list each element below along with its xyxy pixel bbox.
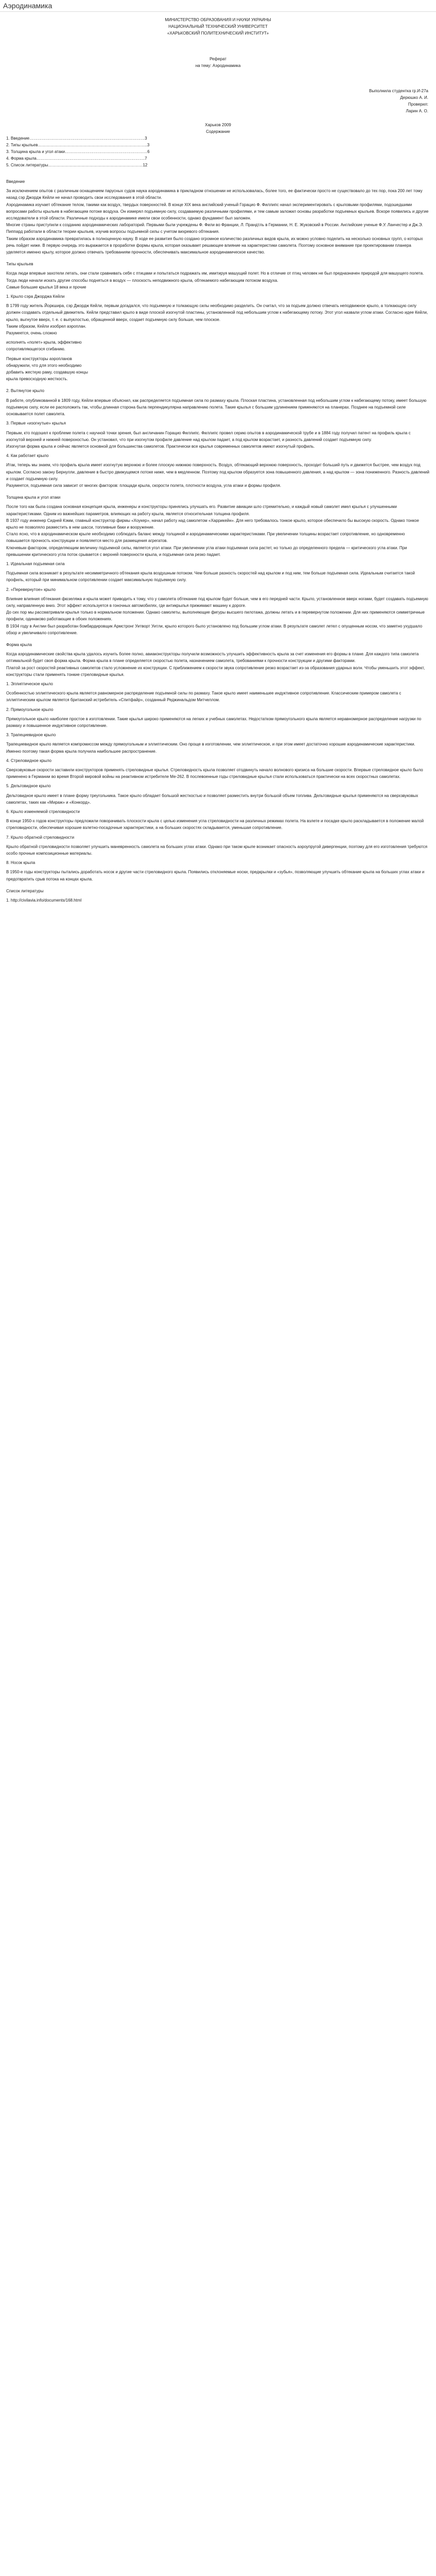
paragraph-gap [6,170,429,178]
body-paragraph: 5. Дельтовидное крыло [6,784,51,789]
toc-item: 3. Толщина крыла и угол атаки……………………………………………………6 [6,149,150,154]
body-paragraph: Когда люди впервые захотели летать, они стали сравнивать себя с птицами и попытаться подражать им, имитируя машущий полет. Но в отличие от птиц человек не был предназначен природой для машущего полета. Тогда люди начали искать другие способы подняться в воздух — плоскость неподвижного крыла, обтекаемого набегающим потоком воздуха. [6,271,424,283]
body-paragraph: 7. Крыло обратной стреловидности [6,835,75,840]
paragraph-gap [6,382,429,387]
document-topic: на тему: Аэродинамика [195,63,241,68]
body-paragraph: 2. Вытянутое крыло [6,388,44,394]
body-paragraph: Толщина крыла и угол атаки [6,495,61,500]
university-name-line-2: «ХАРЬКОВСКИЙ ПОЛИТЕХНИЧЕСКИЙ ИНСТИТУТ» [167,31,269,36]
body-paragraph: Прямоугольное крыло наиболее простое в изготовлении. Такие крылья широко применяются на легких и учебных самолетах. Недостатком прямоугольного крыла является неравномерное распределение нагрузки по размаху и повышенное индуктивное сопротивление. [6,716,422,728]
body-paragraph: В 1799 году житель Йоркшира, сэр Джордж Кейли, первым догадался, что подъемную и толкающую силы необходимо разделить. Он считал, что за подъем должно отвечать неподвижное крыло, а толкающую силу должен создавать отдельный движитель. Кейли представил крыло в виде плоской изогнутой пластины, установленной под небольшим углом к набегающему потоку. Этот угол назвали углом атаки. Согласно идее Кейли, крыло, выгнутое вверх, т. е. с выпуклостью, обращенной вверх, создает подъемную силу больше, чем плоское. [6,303,428,322]
body-paragraph: 2. «Перевернутое» крыло [6,587,56,592]
paragraph-gap [6,883,429,888]
body-paragraph: Первым, кто подошел к проблеме полета с научной точки зрения, был англичанин Горацио Филлипс. Филлипс провел серию опытов в аэродинамической трубе и в 1884 году получил патент на профиль крыла с изогнутой верхней и нижней поверхностью. Он установил, что при изогнутом профиле давление над крылом падает, а под крылом возрастает, и разность давлений создает подъемную силу. [6,430,411,442]
body-paragraph: 1. http://civilavia.info/documents/168.html [6,898,82,903]
toc-item: 2. Типы крыльев……………………………………………………………………..3 [6,143,150,147]
paragraph-gap [6,256,429,261]
body-paragraph: Аэродинамика изучает обтекание телом, такими как воздух, твердых поверхностей. В конце XIX века английский ученый Горацио Ф. Филлипс начал экспериментировать с крыловыми профилями, подошедшими вопросами работы крыльев в набегающем потоке воздуха. Он измерял подъемную силу, создаваемую различными профилями, и тем самым заложил основы разработки подъемных крыльев. Вскоре появились и другие исследователи в этой области. Различные подходы к аэродинамике имели свои особенности, однако фундамент был заложен. [6,202,429,221]
body-paragraph: 1. Крыло сэра Джорджа Кейли [6,294,65,299]
body-paragraph: Подъемная сила возникает в результате несимметричного обтекания крыла воздушным потоком. Чем больше разность скоростей над крылом и под ним, тем больше подъемная сила. Идеальным считается такой профиль, который при минимальном сопротивлении создает максимальную подъемную силу. [6,571,415,583]
body-paragraph: В работе, опубликованной в 1809 году, Кейли впервые объяснил, как распределяется подъемная сила по размаху крыла. Плоская пластина, установленная под небольшим углом к набегающему потоку, имеет большую подъемную силу, если ее расположить так, чтобы длинная сторона была перпендикулярна направлению полета. Такие крылья с большим удлинением применяются на планерах. Позднее на подъемной силе основывается полет самолета. [6,398,427,417]
body-paragraph: Трапециевидное крыло является компромиссом между прямоугольным и эллиптическим. Оно проще в изготовлении, чем эллиптическое, и при этом имеет достаточно хорошие аэродинамические характеристики. Именно поэтому такая форма крыла получила наибольшее распространение. [6,742,415,754]
body-paragraph: В 1934 году в Англии был разработан бомбардировщик Армстронг Уитворт Уитли, крыло которого было установлено под большим углом атаки. В результате самолет летел с опущенным носом, что заметно ухудшало обзор и увеличивало сопротивление. [6,623,423,635]
body-paragraph: Самые большие крылья 18 века и прочие [6,284,86,290]
body-paragraph: 6. Крыло изменяемой стреловидности [6,809,80,815]
body-paragraph: Крыло обратной стреловидности позволяет улучшить маневренность самолета на больших углах атаки. Однако при таком крыле возникает опасность аэроупругой дивергенции, поэтому для его изготовления требуются особо прочные композиционные материалы. [6,844,428,856]
toc-item: 5. Список литературы……………………………………………………………12 [6,163,148,167]
body-text [6,170,429,904]
body-paragraph: Итак, теперь мы знаем, что профиль крыла имеет изогнутую верхнюю и более плоскую нижнюю поверхность. Воздух, обтекающий верхнюю поверхность, проходит больший путь и движется быстрее, чем воздух под крылом. Согласно закону Бернулли, давление в быстро движущемся потоке ниже, чем в медленном. Поэтому под крылом образуется зона повышенного давления, а над крылом — зона пониженного. Разность давлений и создает подъемную силу. [6,463,429,481]
body-paragraph: Ключевым фактором, определяющим величину подъемной силы, является угол атаки. При увеличении угла атаки подъемная сила растет, но только до определенного предела — критического угла атаки. При превышении критического угла поток срывается с верхней поверхности крыла, и подъемная сила резко падает. [6,545,407,557]
body-paragraph: Таким образом, Кейли изобрел аэроплан. [6,324,86,329]
body-paragraph: Первые конструкторы аэропланов [6,356,72,361]
body-paragraph: Стало ясно, что в аэродинамическом крыле необходимо соблюдать баланс между толщиной и аэродинамическими характеристиками. При увеличении толщины возрастает сопротивление, но одновременно повышается прочность конструкции и появляется место для размещения агрегатов. [6,532,405,544]
body-paragraph: В конце 1950-х годов конструкторы предложили поворачивать плоскости крыла с целью изменения угла стреловидности на различных режимах полета. На взлете и посадке крыло раскладывается в положение малой стреловидности, обеспечивая хорошие взлетно-посадочные характеристики, а на больших скоростях складывается, уменьшая сопротивление. [6,819,424,831]
body-paragraph: После того как была создана основная концепция крыла, инженеры и конструкторы принялись улучшать его. Развитие авиации шло стремительно, и каждый новый самолет имел крылья с улучшенными характеристиками. Одним из важнейших параметров, влияющих на работу крыла, является относительная толщина профиля. [6,504,397,516]
body-paragraph: В 1950-е годы конструкторы пытались доработать носок и другие части стреловидного крыла. Появились отклоняемые носки, предкрылки и «зубья», позволяющие улучшить обтекание крыла на больших углах атаки и предотвратить срыв потока на концах крыла. [6,870,425,882]
body-paragraph: Список литературы [6,888,44,893]
body-paragraph: Сверхзвуковые скорости заставили конструкторов применять стреловидные крылья. Стреловидность крыла позволяет отодвинуть начало волнового кризиса на большие скорости. Впервые стреловидное крыло было применено в Германии во время Второй мировой войны на реактивном истребителе Me-262. В послевоенные годы стреловидные крылья стали использоваться практически на всех скоростных самолетах. [6,768,423,779]
paragraph-gap [6,636,429,641]
body-paragraph: Когда аэродинамические свойства крыла удалось изучить более полно, авиаконструкторы получили возможность улучшить эффективность крыла за счет изменения его формы в плане. Для каждого типа самолета оптимальной будет своя форма крыла. Форма крыла в плане определяется скоростью полета, назначением самолета, требованиями к прочности конструкции и другими факторами. [6,652,419,664]
body-paragraph: исполнять «полет» крыла, эффективно [6,340,82,345]
body-paragraph: Разумеется, очень сложно [6,331,57,336]
body-paragraph: За исключением опытов с различным оснащением парусных судов наука аэродинамика в прикладном отношении не использовалась, более того, ее фактически просто не существовало до тех пор, пока 200 лет тому назад сэр Джордж Кейли не начал проводить свои исследования в этой области. [6,189,423,200]
site-title: Аэродинамика [3,2,53,10]
body-paragraph: 8. Носок крыла [6,860,36,866]
header-divider [0,11,436,12]
body-paragraph: 4. Стреловидное крыло [6,758,52,763]
ministry-name: МИНИСТЕРСТВО ОБРАЗОВАНИЯ И НАУКИ УКРАИНЫ [165,18,271,22]
body-paragraph: Разумеется, подъемная сила зависит от многих факторов: площади крыла, скорости полета, плотности воздуха, угла атаки и формы профиля. [6,483,282,488]
city-year: Харьков 2009 [205,123,231,127]
body-paragraph: добавить жесткую раму, создавшую концы [6,370,88,375]
body-paragraph: В 1937 году инженер Сидней Кэмм, главный конструктор фирмы «Хоукер», начал работу над самолетом «Харрикейн». Для него требовалось тонкое крыло, которое обеспечило бы высокую скорость. Однако тонкое крыло не позволяло разместить в нем шасси, топливные баки и вооружение. [6,518,419,530]
body-paragraph: 1. Идеальная подъемная сила [6,561,65,566]
body-paragraph: Введение [6,179,25,184]
student-name: Дерюшко А. И. [400,95,428,100]
body-paragraph: сопротивляющегося сгибанию. [6,347,65,352]
body-paragraph: 3. Первые «изогнутые» крылья [6,421,66,426]
body-paragraph: Особенностью эллиптического крыла является равномерное распределение подъемной силы по размаху. Такое крыло имеет наименьшее индуктивное сопротивление. Классическим примером самолета с эллиптическим крылом является британский истребитель «Спитфайр», созданный Реджинальдом Митчеллом. [6,691,402,703]
toc-item: 1. Введение…………………………………………………………………………3 [6,136,147,141]
body-paragraph: 3. Трапециевидное крыло [6,733,56,738]
checked-label: Проверил: [408,102,428,107]
body-paragraph: Платой за рост скоростей реактивных самолетов стало усложнение их конструкции. С приближением к скорости звука сопротивление резко возрастает из-за образования ударных волн. Чтобы уменьшить этот эффект, конструкторы стали применять тонкие стреловидные крылья. [6,665,425,677]
body-paragraph: 4. Как работает крыло [6,453,49,459]
body-paragraph: 2. Прямоугольное крыло [6,707,54,712]
body-paragraph: крыла превосходную жесткость. [6,377,68,382]
body-paragraph: обнаружили, что для этого необходимо [6,363,82,368]
body-paragraph: 1. Эллиптическое крыло [6,682,53,686]
body-paragraph: До сих пор мы рассматривали крылья только в нормальном положении. Однако самолеты, выполняющие фигуры высшего пилотажа, должны летать и в перевернутом положении. Для них применяются симметричные профили, одинаково работающие в обоих положениях. [6,610,425,622]
university-name-line-1: НАЦИОНАЛЬНЫЙ ТЕХНИЧЕСКИЙ УНИВЕРСИТЕТ [168,24,268,29]
contents-title: Содержание [206,129,230,134]
teacher-name: Ларин А. О. [406,109,428,113]
body-paragraph: Форма крыла [6,642,32,647]
body-paragraph: Многие страны приступили к созданию аэродинамических лабораторий. Первыми были учреждены Ф. Фили во Франции, Л. Прандтль в Германии, Н. Е. Жуковский в России. Английские ученые Ф.У. Ланчестер и Дж.Э. Пиппард работали в области теории крыльев, изучив вопросы подъемной силы с учетом вихревого обтекания. [6,223,423,234]
body-paragraph: Изогнутая форма крыла и сейчас является основной для большинства самолетов. Практически все крылья современных самолетов имеют изогнутый профиль. [6,444,315,449]
body-paragraph: Дельтовидное крыло имеет в плане форму треугольника. Такое крыло обладает большой жесткостью и позволяет разместить внутри большой объем топлива. Дельтовидные крылья применяются на сверхзвуковых самолетах, таких как «Мираж» и «Конкорд». [6,793,418,805]
toc-item: 4. Форма крыла…………………………………………………………………….7 [6,156,147,161]
document-type: Реферат [210,57,226,61]
paragraph-gap [6,489,429,494]
body-paragraph: Типы крыльев [6,262,33,267]
body-paragraph: Влияние влияния обтекания фюзеляжа и крыла может приводить к тому, что у самолета обтекание под крылом будет больше, чем в его передней части. Крыло, установленное вверх ногами, будет создавать подъемную силу, направленную вниз. Этот эффект используется в гоночных автомобилях, где антикрылья прижимают машину к дороге. [6,596,428,608]
body-paragraph: Таким образом аэродинамика превратилась в полноценную науку. В ходе ее развития было создано огромное количество различных видов крыла, их можно условно поделить на несколько основных групп, о которых речь пойдет ниже. В первую очередь это выражается в проработке формы крыла, которая оказывает решающее влияние на характеристики самолета. Поэтому основное внимание при проектировании планера уделяется именно крылу, которое должно отвечать требованиям прочности, обеспечивать максимальное аэродинамическое качество. [6,236,423,255]
performer-label: Выполнила студентка гр.И-27а [369,89,428,93]
